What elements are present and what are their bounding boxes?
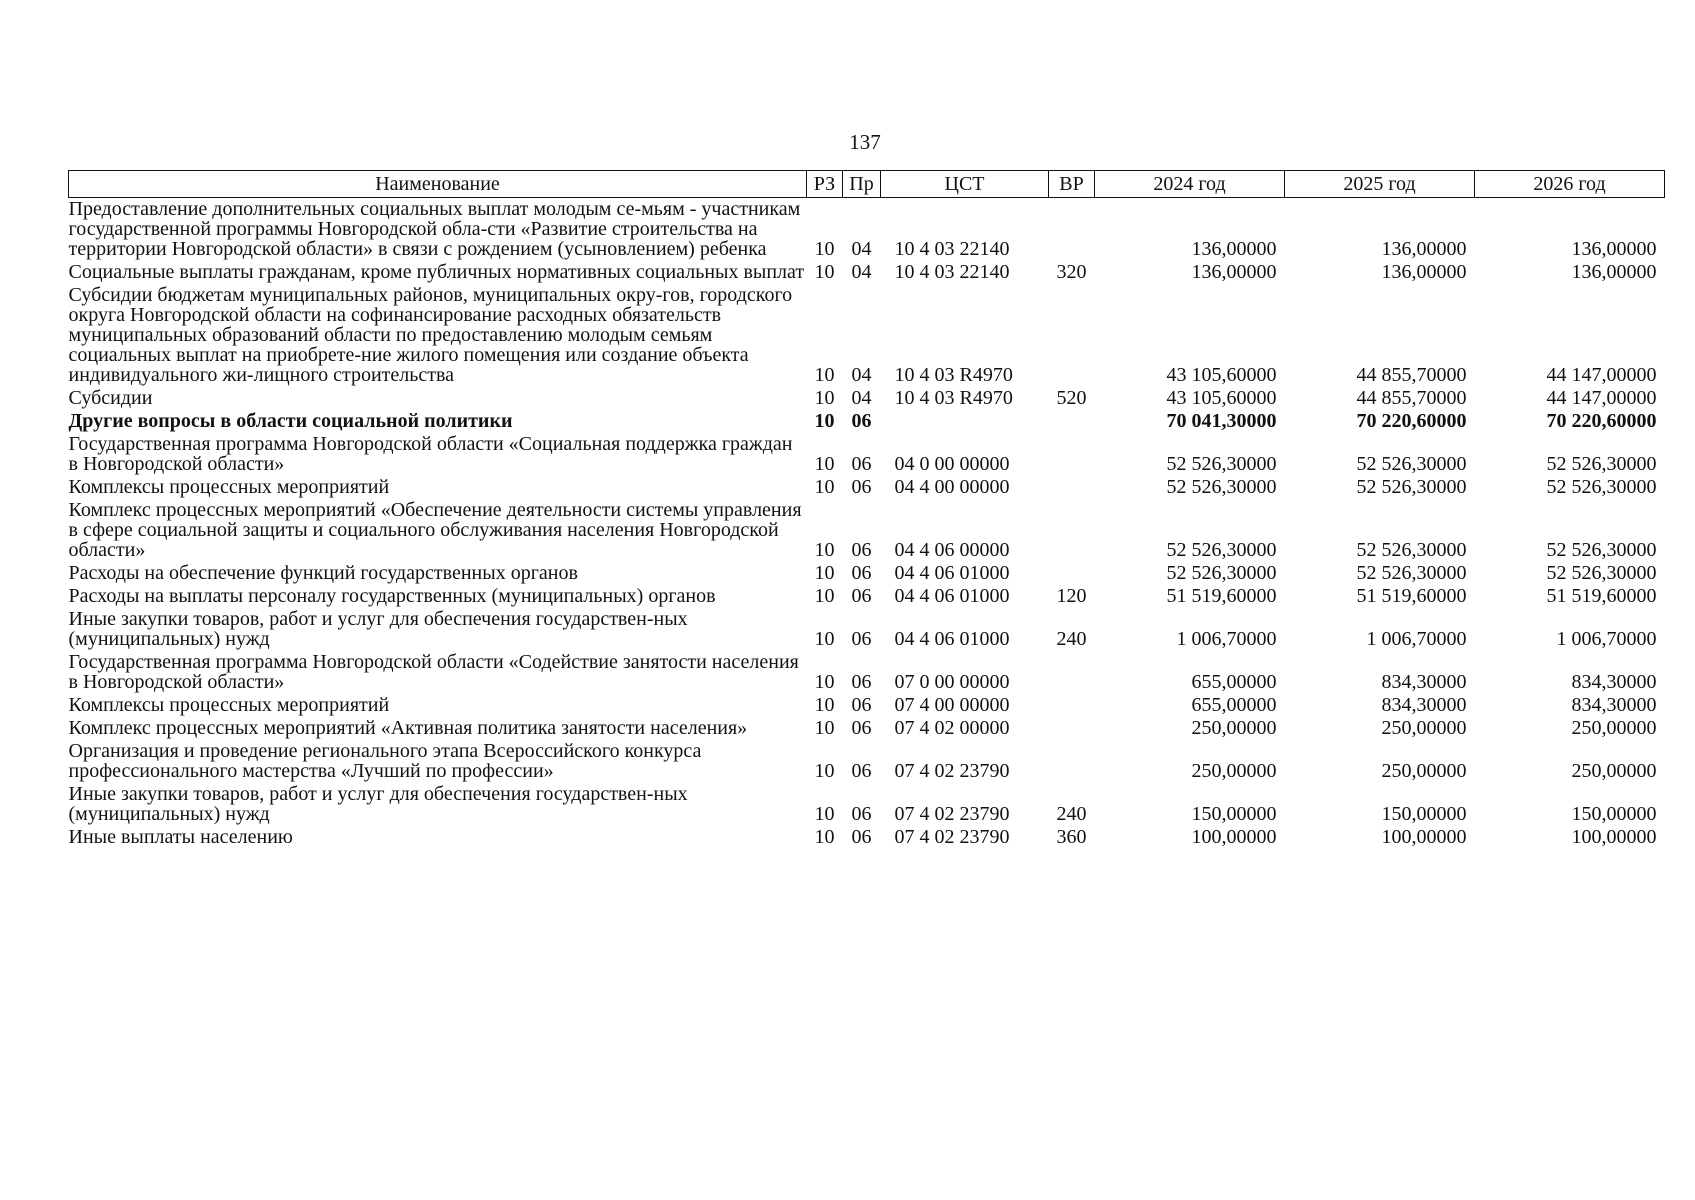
- row-amount-2024: 136,00000: [1191, 261, 1277, 283]
- row-pr: 06: [851, 476, 872, 498]
- row-rz: 10: [814, 694, 835, 716]
- row-amount-2024: 43 105,60000: [1166, 387, 1277, 409]
- table-row: [69, 410, 1665, 433]
- row-amount-2025: 834,30000: [1381, 694, 1467, 716]
- row-amount-2025: 150,00000: [1381, 803, 1467, 825]
- table-row: [69, 651, 1665, 694]
- row-amount-2024: 43 105,60000: [1166, 364, 1277, 386]
- row-amount-2025: 136,00000: [1381, 261, 1467, 283]
- row-amount-2026: 136,00000: [1571, 238, 1657, 260]
- row-amount-2024: 1 006,70000: [1176, 628, 1277, 650]
- table-row: [69, 198, 1665, 262]
- row-pr: 04: [851, 364, 872, 386]
- row-amount-2025: 44 855,70000: [1356, 387, 1467, 409]
- row-cst: 04 4 06 01000: [894, 628, 1010, 650]
- row-pr: 06: [851, 671, 872, 693]
- row-name: Предоставление дополнительных социальных выплат молодым се-мьям - участникам государственной программы Новгородской обла-сти «Развитие строительства на территории Новгородской области» в связи с рождением (усыновлением) ребенка: [68, 198, 801, 260]
- row-rz: 10: [814, 803, 835, 825]
- row-vr: [1049, 198, 1095, 262]
- row-name: Комплекс процессных мероприятий «Активная политика занятости населения»: [68, 717, 748, 739]
- row-amount-2025: 52 526,30000: [1356, 476, 1467, 498]
- table-row: [69, 585, 1665, 608]
- row-amount-2026: 136,00000: [1571, 261, 1657, 283]
- row-amount-2024: 52 526,30000: [1166, 453, 1277, 475]
- row-amount-2026: 150,00000: [1571, 803, 1657, 825]
- row-amount-2025: 250,00000: [1381, 760, 1467, 782]
- row-amount-2025: 51 519,60000: [1356, 585, 1467, 607]
- row-amount-2026: 52 526,30000: [1546, 539, 1657, 561]
- row-vr: [1049, 433, 1095, 476]
- row-cst: 04 0 00 00000: [894, 453, 1010, 475]
- row-rz: 10: [814, 476, 835, 498]
- table-row: [69, 783, 1665, 826]
- row-amount-2025: 52 526,30000: [1356, 562, 1467, 584]
- row-amount-2024: 70 041,30000: [1166, 410, 1277, 432]
- row-amount-2026: 52 526,30000: [1546, 453, 1657, 475]
- row-cst: 07 4 00 00000: [894, 694, 1010, 716]
- row-cst: 07 4 02 23790: [894, 803, 1010, 825]
- row-amount-2025: 250,00000: [1381, 717, 1467, 739]
- row-cst: 07 4 02 00000: [894, 717, 1010, 739]
- row-cst: [881, 410, 1049, 433]
- row-cst: 04 4 06 01000: [894, 562, 1010, 584]
- row-pr: 06: [851, 717, 872, 739]
- row-name: Комплексы процессных мероприятий: [68, 694, 390, 716]
- row-pr: 06: [851, 539, 872, 561]
- row-vr: [1049, 651, 1095, 694]
- row-amount-2024: 100,00000: [1191, 826, 1277, 848]
- row-name: Иные выплаты населению: [68, 826, 293, 848]
- page-number: 137: [849, 130, 881, 154]
- row-pr: 06: [851, 803, 872, 825]
- row-amount-2024: 250,00000: [1191, 717, 1277, 739]
- row-pr: 04: [851, 261, 872, 283]
- table-row: [69, 717, 1665, 740]
- row-amount-2026: 250,00000: [1571, 760, 1657, 782]
- row-pr: 04: [851, 387, 872, 409]
- table-row: [69, 608, 1665, 651]
- row-amount-2024: 52 526,30000: [1166, 539, 1277, 561]
- row-cst: 10 4 03 R4970: [894, 364, 1013, 386]
- row-amount-2026: 250,00000: [1571, 717, 1657, 739]
- row-cst: 10 4 03 R4970: [894, 387, 1013, 409]
- header-row: [69, 171, 1665, 198]
- table-row: [69, 433, 1665, 476]
- row-name: Другие вопросы в области социальной политики: [68, 410, 513, 432]
- row-cst: 10 4 03 22140: [894, 238, 1010, 260]
- row-rz: 10: [814, 453, 835, 475]
- row-amount-2024: 52 526,30000: [1166, 562, 1277, 584]
- header-name: Наименование: [69, 171, 807, 198]
- row-amount-2024: 136,00000: [1191, 238, 1277, 260]
- row-pr: 06: [851, 760, 872, 782]
- row-amount-2025: 834,30000: [1381, 671, 1467, 693]
- table-row: [69, 562, 1665, 585]
- table-row: [69, 826, 1665, 849]
- row-amount-2026: 100,00000: [1571, 826, 1657, 848]
- row-vr: 320: [1056, 261, 1087, 283]
- row-name: Иные закупки товаров, работ и услуг для обеспечения государствен-ных (муниципальных) нужд: [68, 783, 688, 825]
- header-2026: 2026 год: [1475, 171, 1665, 198]
- row-name: Иные закупки товаров, работ и услуг для обеспечения государствен-ных (муниципальных) нужд: [68, 608, 688, 650]
- row-name: Социальные выплаты гражданам, кроме публичных нормативных социальных выплат: [68, 261, 805, 283]
- row-name: Субсидии: [68, 387, 153, 409]
- table-row: [69, 261, 1665, 284]
- row-pr: 06: [851, 562, 872, 584]
- row-rz: 10: [814, 717, 835, 739]
- row-rz: 10: [814, 364, 835, 386]
- row-amount-2024: 655,00000: [1191, 694, 1277, 716]
- budget-table: [68, 170, 1665, 849]
- header-rz: РЗ: [807, 171, 843, 198]
- row-vr: [1049, 410, 1095, 433]
- row-rz: 10: [814, 410, 835, 432]
- row-pr: 06: [851, 628, 872, 650]
- row-cst: 04 4 06 00000: [894, 539, 1010, 561]
- row-rz: 10: [814, 585, 835, 607]
- row-name: Комплексы процессных мероприятий: [68, 476, 390, 498]
- row-rz: 10: [814, 628, 835, 650]
- row-amount-2025: 100,00000: [1381, 826, 1467, 848]
- row-amount-2024: 655,00000: [1191, 671, 1277, 693]
- row-cst: 04 4 06 01000: [894, 585, 1010, 607]
- row-amount-2026: 834,30000: [1571, 694, 1657, 716]
- row-rz: 10: [814, 826, 835, 848]
- row-name: Государственная программа Новгородской области «Социальная поддержка граждан в Новгородской области»: [68, 433, 793, 475]
- row-rz: 10: [814, 539, 835, 561]
- row-vr: [1049, 740, 1095, 783]
- row-amount-2025: 44 855,70000: [1356, 364, 1467, 386]
- row-name: Субсидии бюджетам муниципальных районов, муниципальных окру-гов, городского округа Новгородской области на софинансирование расходных обязательств муниципальных образований области по предоставлению молодым семьям социальных выплат на приобрете-ние жилого помещения или создание объекта индивидуального жи-лищного строительства: [68, 284, 793, 386]
- row-rz: 10: [814, 238, 835, 260]
- row-name: Государственная программа Новгородской области «Содействие занятости населения в Новгородской области»: [68, 651, 799, 693]
- row-amount-2026: 1 006,70000: [1556, 628, 1657, 650]
- header-2025: 2025 год: [1285, 171, 1475, 198]
- table-header: [69, 171, 1665, 198]
- header-pr: Пр: [843, 171, 881, 198]
- row-amount-2026: 44 147,00000: [1546, 364, 1657, 386]
- header-cst: ЦСТ: [881, 171, 1049, 198]
- row-amount-2025: 70 220,60000: [1356, 410, 1467, 432]
- row-pr: 06: [851, 585, 872, 607]
- row-rz: 10: [814, 562, 835, 584]
- row-rz: 10: [814, 671, 835, 693]
- row-cst: 10 4 03 22140: [894, 261, 1010, 283]
- row-pr: 06: [851, 410, 872, 432]
- row-amount-2026: 834,30000: [1571, 671, 1657, 693]
- row-amount-2024: 51 519,60000: [1166, 585, 1277, 607]
- table-row: [69, 387, 1665, 410]
- row-pr: 06: [851, 453, 872, 475]
- row-amount-2025: 52 526,30000: [1356, 539, 1467, 561]
- table-row: [69, 476, 1665, 499]
- row-vr: [1049, 694, 1095, 717]
- table-body: [69, 198, 1665, 850]
- row-vr: [1049, 476, 1095, 499]
- row-amount-2026: 70 220,60000: [1546, 410, 1657, 432]
- row-name: Расходы на выплаты персоналу государственных (муниципальных) органов: [68, 585, 716, 607]
- table-row: [69, 740, 1665, 783]
- row-vr: 240: [1056, 803, 1087, 825]
- row-name: Расходы на обеспечение функций государственных органов: [68, 562, 578, 584]
- row-vr: 120: [1056, 585, 1087, 607]
- row-rz: 10: [814, 387, 835, 409]
- table-row: [69, 284, 1665, 387]
- row-vr: 360: [1056, 826, 1087, 848]
- row-amount-2026: 52 526,30000: [1546, 562, 1657, 584]
- row-cst: 07 4 02 23790: [894, 826, 1010, 848]
- row-rz: 10: [814, 760, 835, 782]
- row-name: Организация и проведение регионального этапа Всероссийского конкурса профессионального мастерства «Лучший по профессии»: [68, 740, 702, 782]
- row-rz: 10: [814, 261, 835, 283]
- row-amount-2024: 52 526,30000: [1166, 476, 1277, 498]
- row-vr: [1049, 562, 1095, 585]
- row-amount-2025: 52 526,30000: [1356, 453, 1467, 475]
- row-vr: 240: [1056, 628, 1087, 650]
- row-pr: 04: [851, 238, 872, 260]
- row-amount-2025: 136,00000: [1381, 238, 1467, 260]
- row-vr: [1049, 284, 1095, 387]
- row-amount-2024: 250,00000: [1191, 760, 1277, 782]
- row-amount-2026: 44 147,00000: [1546, 387, 1657, 409]
- table-row: [69, 694, 1665, 717]
- row-name: Комплекс процессных мероприятий «Обеспечение деятельности системы управления в сфере социальной защиты и социального обслуживания населения Новгородской области»: [68, 499, 802, 561]
- row-pr: 06: [851, 826, 872, 848]
- row-amount-2026: 51 519,60000: [1546, 585, 1657, 607]
- row-vr: 520: [1056, 387, 1087, 409]
- row-amount-2024: 150,00000: [1191, 803, 1277, 825]
- header-2024: 2024 год: [1095, 171, 1285, 198]
- row-cst: 07 0 00 00000: [894, 671, 1010, 693]
- row-amount-2026: 52 526,30000: [1546, 476, 1657, 498]
- row-cst: 04 4 00 00000: [894, 476, 1010, 498]
- row-cst: 07 4 02 23790: [894, 760, 1010, 782]
- row-amount-2025: 1 006,70000: [1366, 628, 1467, 650]
- row-vr: [1049, 499, 1095, 562]
- table-row: [69, 499, 1665, 562]
- header-vr: ВР: [1049, 171, 1095, 198]
- row-vr: [1049, 717, 1095, 740]
- row-pr: 06: [851, 694, 872, 716]
